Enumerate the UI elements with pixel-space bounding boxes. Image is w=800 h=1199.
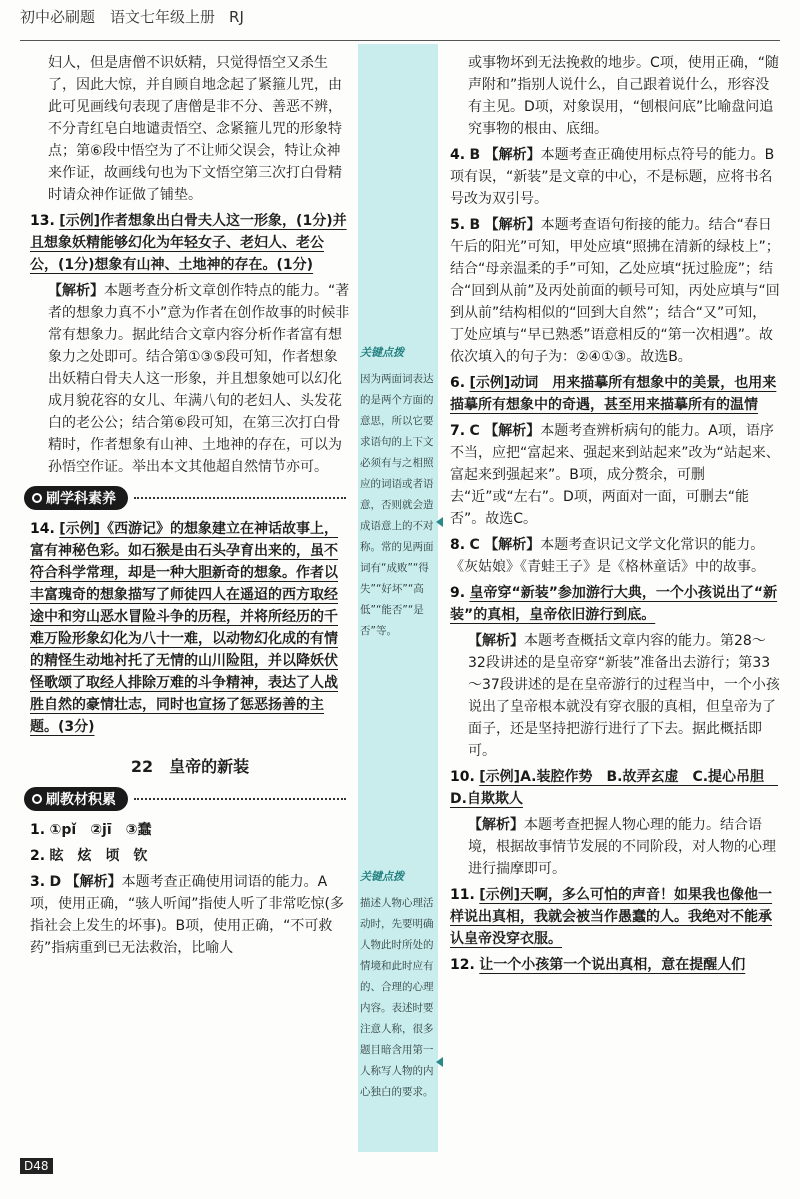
dotted-rule [134, 497, 346, 499]
analysis-label: 【解析】 [468, 633, 524, 649]
edition-tag: RJ [229, 8, 244, 26]
analysis-label: 【解析】 [65, 874, 122, 890]
pointer-arrow-icon [436, 517, 443, 527]
answer-2 [30, 845, 350, 867]
paragraph-continued: 妇人，但是唐僧不识妖精，只觉得悟空又杀生了，因此大惊，并自顾自地念起了紧箍儿咒，由此可见画线句表现了唐僧是非不分、善恶不辨，不分青红皂白地谴责悟空、念紧箍儿咒的形象特点；第⑥段中悟空为了不让师父误会，特让众神来作证，故画线句也为下文悟空第三次打白骨精时请众神作证做了铺垫。 [48, 55, 342, 203]
answer-text: 动词 用来描摹所有想象中的美景，也用来描摹所有想象中的奇遇，甚至用来描摹所有的温情 [450, 375, 777, 413]
analysis-text: 本题考查正确使用标点符号的能力。B项有误，“新装”是文章的中心，不是标题，应将书名号改为双引号。 [450, 147, 775, 207]
answer-text: 眩 炫 顷 钦 [49, 848, 148, 864]
choice-answer: B [469, 147, 481, 163]
page-number: D48 [20, 1158, 53, 1174]
answer-text: 让一个小孩第一个说出真相，意在提醒人们 [479, 957, 746, 973]
answer-1 [30, 819, 350, 841]
answer-5 [450, 214, 780, 368]
analysis-label: 【解析】 [484, 217, 541, 233]
answer-12 [450, 954, 780, 976]
tip-title: 关键点拨 [360, 870, 404, 883]
question-number: 9. [450, 585, 466, 601]
section-banner-textbook [24, 787, 350, 811]
choice-answer: C [469, 537, 480, 553]
analysis-text: 本题考查正确使用词语的能力。A项，使用正确，“骇人听闻”指使人听了非常吃惊(多指社会上发生的坏事)。B项，使用正确，“不可救药”指病重到已无法救治，比喻人 [30, 874, 344, 956]
analysis-text: 本题考查概括文章内容的能力。第28～32段讲述的是皇帝穿“新装”准备出去游行；第33～37段讲述的是在皇帝游行的过程当中，一个小孩说出了皇帝根本就没有穿衣服的真相，但皇帝为了面子，还是坚持把游行进行了下去。据此概括即可。 [468, 633, 780, 759]
answer-text: 作者想象出白骨夫人这一形象，(1分)并且想象妖精能够幻化为年轻女子、老妇人、老公公，(1分)想象有山神、土地神的存在。(1分) [30, 213, 347, 273]
answer-9 [450, 582, 780, 626]
choice-answer: D [49, 874, 62, 890]
analysis-label: 【解析】 [484, 537, 541, 553]
analysis-10 [450, 814, 780, 880]
answer-text: A.装腔作势 B.故弄玄虚 C.提心吊胆 D.自欺欺人 [450, 769, 779, 807]
example-label: [示例] [59, 213, 101, 229]
answer-14 [30, 518, 350, 738]
chapter-title: 22 皇帝的新装 [130, 757, 250, 776]
tip-box-1 [360, 342, 436, 642]
question-number: 10. [450, 769, 475, 785]
question-number: 14. [30, 521, 55, 537]
analysis-label: 【解析】 [48, 283, 104, 299]
analysis-label: 【解析】 [484, 147, 541, 163]
analysis-text: 本题考查辨析病句的能力。A项，语序不当，应把“富起来、强起来到站起来”改为“站起来、富起来到强起来”。B项，成分赘余，可删去“近”或“左右”。D项，两面对一面，可删去“能否”。故选C。 [450, 423, 780, 527]
question-number: 1. [30, 822, 46, 838]
example-label: [示例] [469, 375, 511, 391]
answer-text: ①pǐ ②jī ③蠢 [49, 822, 152, 838]
banner-label: 刷教材积累 [46, 792, 116, 808]
analysis-label: 【解析】 [484, 423, 541, 439]
answer-4 [450, 144, 780, 210]
question-number: 8. [450, 537, 466, 553]
right-column [450, 52, 780, 980]
answer-8 [450, 534, 780, 578]
analysis-text: 本题考查把握人物心理的能力。结合语境，根据故事情节发展的不同阶段，对人物的心理进行揣摩即可。 [468, 817, 776, 877]
analysis-9 [450, 630, 780, 762]
answer-text: 天啊，多么可怕的声音！如果我也像他一样说出真相，我就会被当作愚蠢的人。我绝对不能承认皇帝没穿衣服。 [450, 887, 773, 947]
left-column [30, 52, 350, 963]
banner-pill [24, 486, 128, 510]
banner-label: 刷学科素养 [46, 491, 116, 507]
tip-box-2 [360, 866, 436, 1103]
example-label: [示例] [59, 521, 101, 537]
question-number: 11. [450, 887, 475, 903]
question-number: 13. [30, 213, 55, 229]
analysis-text: 本题考查识记文学文化常识的能力。《灰姑娘》《青蛙王子》是《格林童话》中的故事。 [450, 537, 765, 575]
paragraph-continued: 或事物坏到无法挽救的地步。C项，使用正确，“随声附和”指别人说什么，自己跟着说什么，形容没有主见。D项，对象误用，“刨根问底”比喻盘问追究事物的根由、底细。 [468, 55, 780, 137]
tip-text: 因为两面词表达的是两个方面的意思，所以它要求语句的上下文必须有与之相照应的词语或者语意，否则就会造成语意上的不对称。常的见两面词有“成败”“得失”“好坏”“高低”“能否”“是否”等。 [360, 373, 434, 637]
tip-title: 关键点拨 [360, 346, 404, 359]
answer-6 [450, 372, 780, 416]
analysis-label: 【解析】 [468, 817, 524, 833]
pencil-icon [32, 794, 42, 804]
answer-7 [450, 420, 780, 530]
answer-text: 《西游记》的想象建立在神话故事上，富有神秘色彩。如石猴是由石头孕育出来的，虽不符合科学常理，却是一种大胆新奇的想象。作者以丰富瑰奇的想象描写了师徒四人在遥迢的西方取经途中和穷山恶水冒险斗争的历程，并将所经历的千难万险形象幻化为八十一难，以动物幻化成的有情的精怪生动地衬托了无情的山川险阻，并以降妖伏怪歌颂了取经人排除万难的斗争精神，表达了人战胜自然的豪情壮志，同时也宣扬了惩恶扬善的主题。(3分) [30, 521, 339, 735]
analysis-text: 本题考查分析文章创作特点的能力。“著者的想象力真不小”意为作者在创作故事的时候非常有想象力。据此结合文章内容分析作者富有想象力之处即可。结合第①③⑤段可知，作者想象出妖精白骨夫人这一形象，并且想象她可以幻化成月貌花容的女儿、年满八旬的老妇人、头发花白的老公公；结合第⑥段可知，在第三次打白骨精时，作者想象有山神、土地神的存在，可以为孙悟空作证。举出本文其他超自然情节亦可。 [48, 283, 350, 475]
question-number: 3. [30, 874, 46, 890]
answer-11 [450, 884, 780, 950]
answer-text: 皇帝穿“新装”参加游行大典，一个小孩说出了“新装”的真相，皇帝依旧游行到底。 [450, 585, 778, 623]
question-number: 6. [450, 375, 466, 391]
analysis-text: 本题考查语句衔接的能力。结合“春日午后的阳光”可知，甲处应填“照拂在清新的绿枝上”；结合“母亲温柔的手”可知，乙处应填“抚过脸庞”；结合“回到从前”及丙处前面的顿号可知，丙处应填与“回到从前”结构相似的“回到大自然”；结合“又”可知，丁处应填与“早已熟悉”语意相反的“第一次相遇”。故依次填入的句子为：②④①③。故选B。 [450, 217, 780, 365]
pointer-arrow-icon [436, 1057, 443, 1067]
dotted-rule [134, 798, 346, 800]
pencil-icon [32, 493, 42, 503]
question-number: 5. [450, 217, 466, 233]
example-label: [示例] [479, 769, 521, 785]
choice-answer: C [469, 423, 480, 439]
question-number: 7. [450, 423, 466, 439]
example-label: [示例] [479, 887, 521, 903]
section-banner-subject [24, 486, 350, 510]
header-rule [20, 40, 780, 41]
question-number: 4. [450, 147, 466, 163]
answer-10 [450, 766, 780, 810]
answer-13 [30, 210, 350, 276]
tip-text: 描述人物心理活动时，先要明确人物此时所处的情境和此时应有的、合理的心理内容。表述时要注意人称，很多题目暗含用第一人称写人物的内心独白的要求。 [360, 897, 434, 1098]
running-header [20, 6, 244, 27]
question-number: 2. [30, 848, 46, 864]
banner-pill [24, 787, 128, 811]
answer-3 [30, 871, 350, 959]
choice-answer: B [469, 217, 481, 233]
question-number: 12. [450, 957, 475, 973]
analysis-13 [30, 280, 350, 478]
book-title: 初中必刷题 语文七年级上册 [20, 8, 216, 26]
